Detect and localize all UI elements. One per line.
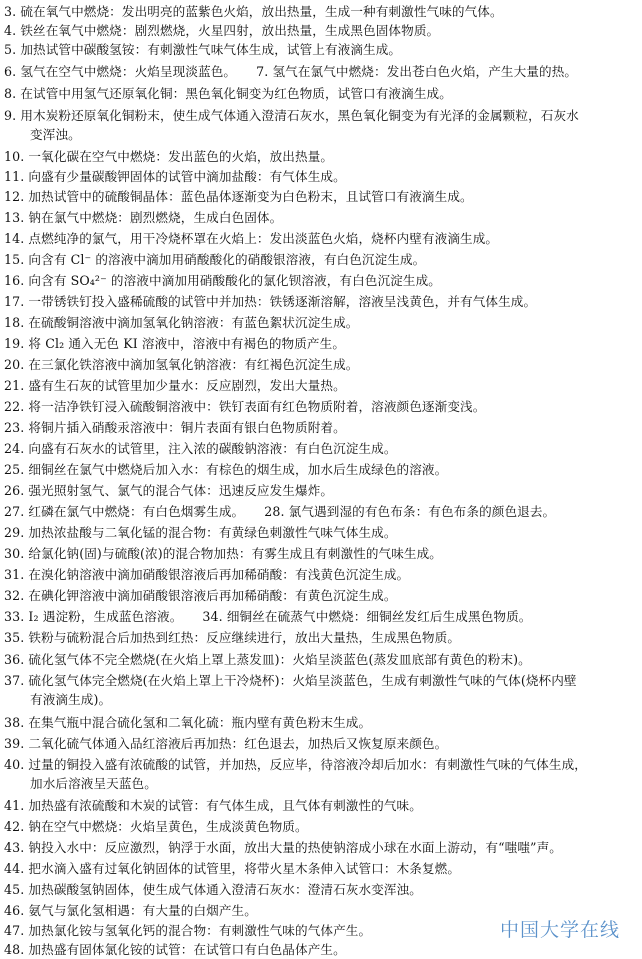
text-line: 9. 用木炭粉还原氧化铜粉末，使生成气体通入澄清石灰水，黑色氧化铜变为有光泽的金属颗粒，石灰水 bbox=[4, 108, 579, 123]
text-line: 10. 一氧化碳在空气中燃烧：发出蓝色的火焰，放出热量。 bbox=[4, 149, 334, 164]
text-line: 47. 加热氯化铵与氢氧化钙的混合物：有刺激性气味的气体产生。 bbox=[4, 923, 372, 938]
text-line: 13. 钠在氯气中燃烧：剧烈燃烧，生成白色固体。 bbox=[4, 210, 283, 225]
text-line: 36. 硫化氢气体不完全燃烧(在火焰上罩上蒸发皿)：火焰呈淡蓝色(蒸发皿底部有黄色的粉末)。 bbox=[4, 652, 531, 667]
text-line: 41. 加热盛有浓硫酸和木炭的试管：有气体生成，且气体有刺激性的气味。 bbox=[4, 798, 422, 813]
watermark: 中国大学在线 bbox=[499, 919, 620, 941]
text-line: 4. 铁丝在氧气中燃烧：剧烈燃烧，火星四射，放出热量，生成黑色固体物质。 bbox=[4, 23, 440, 38]
text-line: 22. 将一洁净铁钉浸入硫酸铜溶液中：铁钉表面有红色物质附着，溶液颜色逐渐变浅。 bbox=[4, 399, 486, 414]
text-segment: 28. 氯气遇到湿的有色布条：有色布条的颜色退去。 bbox=[264, 504, 556, 519]
text-line: 32. 在碘化钾溶液中滴加硝酸银溶液后再加稀硝酸：有黄色沉淀生成。 bbox=[4, 588, 397, 603]
text-line: 43. 钠投入水中：反应激烈，钠浮于水面，放出大量的热使钠溶成小球在水面上游动，有“嗤嗤”声。 bbox=[4, 840, 562, 855]
text-line: 31. 在溴化钠溶液中滴加硝酸银溶液后再加稀硝酸：有浅黄色沉淀生成。 bbox=[4, 567, 410, 582]
text-line: 5. 加热试管中碳酸氢铵：有刺激性气味气体生成，试管上有液滴生成。 bbox=[4, 42, 402, 57]
text-line: 48. 加热盛有固体氯化铵的试管：在试管口有白色晶体产生。 bbox=[4, 942, 346, 957]
text-line: 19. 将 Cl₂ 通入无色 KI 溶液中，溶液中有褐色的物质产生。 bbox=[4, 336, 346, 351]
text-line: 42. 钠在空气中燃烧：火焰呈黄色，生成淡黄色物质。 bbox=[4, 819, 308, 834]
text-line: 38. 在集气瓶中混合硫化氢和二氧化硫：瓶内壁有黄色粉末生成。 bbox=[4, 715, 372, 730]
text-line: 26. 强光照射氢气、氯气的混合气体：迅速反应发生爆炸。 bbox=[4, 483, 334, 498]
text-line: 29. 加热浓盐酸与二氧化锰的混合物：有黄绿色刺激性气味气体生成。 bbox=[4, 525, 397, 540]
text-segment: 7. 氢气在氯气中燃烧：发出苍白色火焰，产生大量的热。 bbox=[256, 64, 578, 79]
text-line: 15. 向含有 Cl⁻ 的溶液中滴加用硝酸酸化的硝酸银溶液，有白色沉淀生成。 bbox=[4, 252, 426, 267]
text-line: 44. 把水滴入盛有过氧化钠固体的试管里，将带火星木条伸入试管口：木条复燃。 bbox=[4, 861, 461, 876]
text-segment: 34. 细铜丝在硫蒸气中燃烧：细铜丝发红后生成黑色物质。 bbox=[202, 609, 532, 624]
text-line: 46. 氨气与氯化氢相遇：有大量的白烟产生。 bbox=[4, 903, 257, 918]
text-line-continuation: 有液滴生成)。 bbox=[30, 692, 112, 707]
text-line-continuation: 加水后溶液呈天蓝色。 bbox=[30, 776, 157, 791]
text-line: 12. 加热试管中的硫酸铜晶体：蓝色晶体逐渐变为白色粉末，且试管口有液滴生成。 bbox=[4, 189, 473, 204]
text-line: 20. 在三氯化铁溶液中滴加氢氧化钠溶液：有红褐色沉淀生成。 bbox=[4, 357, 359, 372]
text-segment: 6. 氢气在空气中燃烧：火焰呈现淡蓝色。 bbox=[4, 64, 237, 79]
text-line: 16. 向含有 SO₄²⁻ 的溶液中滴加用硝酸酸化的氯化钡溶液，有白色沉淀生成。 bbox=[4, 273, 441, 288]
text-line bbox=[4, 607, 640, 626]
text-segment: 27. 红磷在氯气中燃烧：有白色烟雾生成。 bbox=[4, 504, 245, 519]
text-line: 25. 细铜丝在氯气中燃烧后加入水：有棕色的烟生成，加水后生成绿色的溶液。 bbox=[4, 462, 448, 477]
text-line bbox=[4, 62, 640, 81]
text-line: 24. 向盛有石灰水的试管里，注入浓的碳酸钠溶液：有白色沉淀生成。 bbox=[4, 441, 397, 456]
text-line bbox=[4, 502, 640, 521]
text-line: 40. 过量的铜投入盛有浓硫酸的试管，并加热，反应毕，待溶液冷却后加水：有刺激性气味的气体生成， bbox=[4, 757, 587, 772]
text-line: 8. 在试管中用氢气还原氧化铜：黑色氧化铜变为红色物质，试管口有液滴生成。 bbox=[4, 86, 452, 101]
text-line: 21. 盛有生石灰的试管里加少量水：反应剧烈，发出大量热。 bbox=[4, 378, 346, 393]
text-line: 18. 在硫酸铜溶液中滴加氢氧化钠溶液：有蓝色絮状沉淀生成。 bbox=[4, 315, 359, 330]
text-line: 11. 向盛有少量碳酸钾固体的试管中滴加盐酸：有气体生成。 bbox=[4, 169, 346, 184]
text-line: 3. 硫在氧气中燃烧：发出明亮的蓝紫色火焰，放出热量，生成一种有刺激性气味的气体。 bbox=[4, 4, 503, 19]
text-segment: 33. I₂ 遇淀粉，生成蓝色溶液。 bbox=[4, 609, 183, 624]
text-line: 23. 将铜片插入硝酸汞溶液中：铜片表面有银白色物质附着。 bbox=[4, 420, 346, 435]
text-line: 35. 铁粉与硫粉混合后加热到红热：反应继续进行，放出大量热，生成黑色物质。 bbox=[4, 630, 461, 645]
text-line: 30. 给氯化钠(固)与硫酸(浓)的混合物加热：有雾生成且有刺激性的气味生成。 bbox=[4, 546, 442, 561]
text-line: 17. 一带锈铁钉投入盛稀硫酸的试管中并加热：铁锈逐渐溶解，溶液呈浅黄色，并有气体生成。 bbox=[4, 294, 537, 309]
text-line: 45. 加热碳酸氢钠固体，使生成气体通入澄清石灰水：澄清石灰水变浑浊。 bbox=[4, 882, 422, 897]
text-line: 37. 硫化氢气体完全燃烧(在火焰上罩上干冷烧杯)：火焰呈淡蓝色，生成有刺激性气味的气体(烧杯内壁 bbox=[4, 673, 577, 688]
text-line: 14. 点燃纯净的氯气，用干冷烧杯罩在火焰上：发出淡蓝色火焰，烧杯内壁有液滴生成。 bbox=[4, 231, 499, 246]
text-line: 39. 二氧化硫气体通入品红溶液后再加热：红色退去，加热后又恢复原来颜色。 bbox=[4, 736, 448, 751]
text-line-continuation: 变浑浊。 bbox=[30, 127, 81, 142]
